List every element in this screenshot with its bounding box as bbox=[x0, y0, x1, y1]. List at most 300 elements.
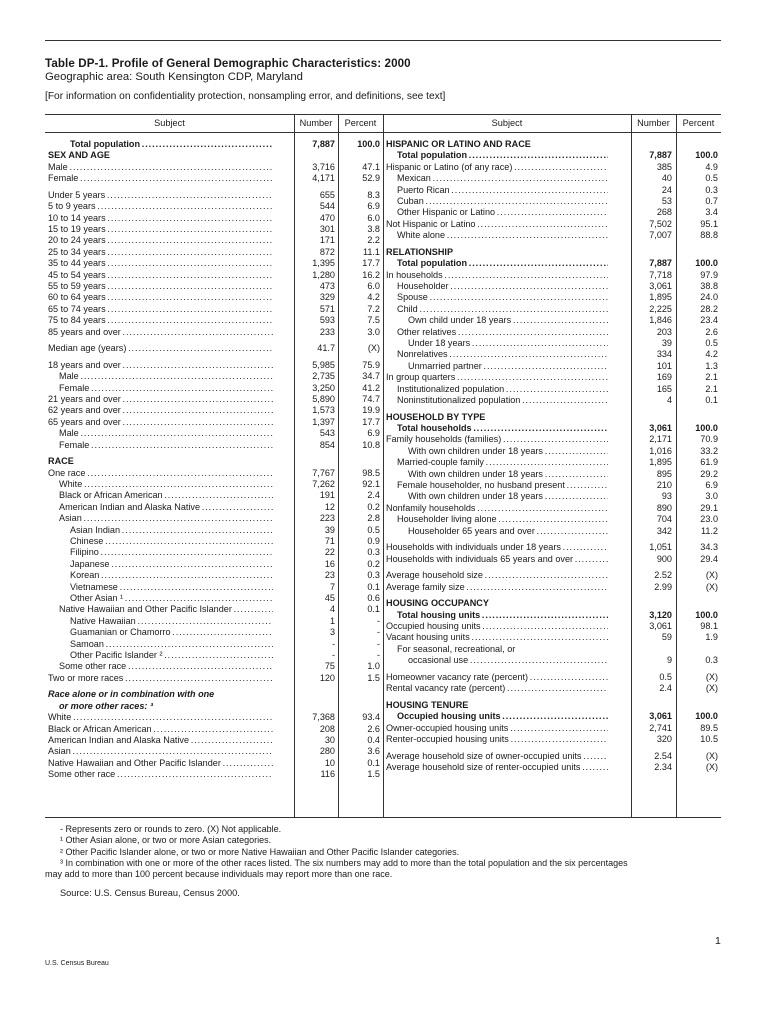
row-percent: 29.4 bbox=[700, 553, 718, 564]
col-divider bbox=[383, 114, 384, 818]
page-number: 1 bbox=[715, 935, 721, 947]
table-row bbox=[48, 650, 380, 661]
row-percent: 3.4 bbox=[705, 207, 718, 218]
row-label: Black or African American . . . bbox=[48, 724, 273, 735]
row-label: RACE bbox=[48, 456, 74, 467]
row-number: 268 bbox=[656, 207, 672, 218]
row-label: Average family size . . . bbox=[386, 582, 608, 593]
table-row bbox=[386, 247, 719, 258]
row-label: Under 18 years . . . bbox=[408, 338, 608, 349]
row-label: RELATIONSHIP bbox=[386, 246, 454, 257]
header-percent-left: Percent bbox=[344, 118, 377, 128]
row-number: 334 bbox=[656, 349, 672, 360]
row-number: 280 bbox=[319, 746, 335, 757]
table-row bbox=[386, 185, 719, 196]
row-number: 1,846 bbox=[649, 315, 672, 326]
row-number: - bbox=[331, 638, 335, 649]
row-label: Total population . . . bbox=[397, 150, 608, 161]
table-row bbox=[386, 723, 719, 734]
table-row bbox=[48, 405, 380, 416]
row-number: 30 bbox=[324, 735, 335, 745]
table-row bbox=[386, 384, 719, 395]
table-row bbox=[48, 428, 380, 439]
row-number: 7,718 bbox=[649, 269, 672, 280]
table-row bbox=[48, 701, 380, 712]
row-number: 210 bbox=[656, 480, 672, 490]
row-percent: (X) bbox=[705, 762, 718, 772]
row-label: 65 years and over . . . bbox=[48, 417, 273, 428]
row-percent: (X) bbox=[705, 581, 718, 592]
row-percent: (X) bbox=[367, 343, 380, 354]
table-row bbox=[48, 712, 380, 723]
table-row bbox=[48, 724, 380, 735]
table-row bbox=[386, 270, 719, 281]
row-label: Female . . . bbox=[59, 440, 273, 451]
row-number: 1,016 bbox=[649, 445, 672, 456]
row-percent: 0.1 bbox=[367, 604, 380, 615]
row-percent: 88.8 bbox=[700, 230, 718, 241]
row-label: 62 years and over . . . bbox=[48, 405, 273, 416]
row-percent: 95.1 bbox=[700, 218, 718, 229]
table-row bbox=[386, 434, 719, 445]
row-percent: 74.7 bbox=[362, 394, 380, 404]
table-row bbox=[386, 304, 719, 315]
row-label: Average household size of owner-occupied units . . . bbox=[386, 751, 608, 762]
row-number: 93 bbox=[661, 491, 672, 502]
row-percent: (X) bbox=[705, 683, 718, 694]
row-percent: 2.8 bbox=[367, 513, 380, 524]
row-label: Male . . . bbox=[48, 162, 273, 173]
row-label: In households . . . bbox=[386, 270, 608, 281]
row-label: Total households . . . bbox=[397, 423, 608, 434]
row-percent: 34.7 bbox=[362, 371, 380, 382]
table-row bbox=[386, 621, 719, 632]
row-number: 3,061 bbox=[649, 281, 672, 291]
row-label: Native Hawaiian and Other Pacific Islander . . . bbox=[59, 604, 273, 615]
row-number: 12 bbox=[324, 501, 335, 512]
row-percent: (X) bbox=[705, 671, 718, 682]
row-number: 1,397 bbox=[312, 416, 335, 427]
row-percent: 2.6 bbox=[705, 326, 718, 337]
row-number: 3,061 bbox=[649, 711, 672, 722]
table-row bbox=[386, 610, 719, 621]
row-label: Householder 65 years and over . . . bbox=[408, 526, 608, 537]
row-label: Other Asian ¹ . . . bbox=[70, 593, 273, 604]
row-percent: - bbox=[376, 650, 380, 660]
row-label: Spouse . . . bbox=[397, 292, 608, 303]
row-percent: 1.5 bbox=[367, 672, 380, 683]
row-label: Mexican . . . bbox=[397, 173, 608, 184]
row-number: 2.34 bbox=[654, 762, 672, 772]
table-row bbox=[386, 655, 719, 666]
table-row bbox=[386, 469, 719, 480]
row-number: 895 bbox=[656, 468, 672, 479]
row-percent: 0.1 bbox=[705, 395, 718, 405]
row-number: 39 bbox=[661, 338, 672, 348]
row-label: Other Hispanic or Latino . . . bbox=[397, 207, 608, 218]
table-row bbox=[48, 304, 380, 315]
row-percent: 0.2 bbox=[367, 501, 380, 512]
row-percent: 17.7 bbox=[362, 416, 380, 427]
table-title: Table DP-1. Profile of General Demographic Characteristics: 2000 bbox=[45, 57, 411, 70]
table-row bbox=[48, 559, 380, 570]
row-number: 203 bbox=[656, 326, 672, 337]
table-row bbox=[386, 281, 719, 292]
table-row bbox=[386, 700, 719, 711]
row-percent: 7.2 bbox=[367, 303, 380, 314]
row-number: 7,368 bbox=[312, 712, 335, 723]
row-label: Asian . . . bbox=[48, 746, 273, 757]
table-row bbox=[48, 360, 380, 371]
row-label: White . . . bbox=[48, 712, 273, 723]
row-percent: 3.0 bbox=[367, 326, 380, 337]
table-row bbox=[48, 213, 380, 224]
row-label: Vietnamese . . . bbox=[70, 582, 273, 593]
row-percent: 17.7 bbox=[362, 258, 380, 269]
table-row bbox=[48, 570, 380, 581]
row-number: 39 bbox=[324, 524, 335, 535]
row-number: 0.5 bbox=[659, 671, 672, 682]
table-row bbox=[48, 201, 380, 212]
table-row bbox=[48, 456, 380, 467]
table-row bbox=[386, 644, 719, 655]
row-label: Renter-occupied housing units . . . bbox=[386, 734, 608, 745]
row-number: 7,502 bbox=[649, 218, 672, 229]
row-label: 65 to 74 years . . . bbox=[48, 304, 273, 315]
row-number: 22 bbox=[324, 547, 335, 558]
header-percent-right: Percent bbox=[682, 118, 715, 128]
row-label: Vacant housing units . . . bbox=[386, 632, 608, 643]
table-row bbox=[386, 582, 719, 593]
row-percent: 23.4 bbox=[700, 315, 718, 326]
row-number: 1 bbox=[329, 615, 335, 626]
footnote: ³ In combination with one or more of the other races listed. The six numbers may add to more than the total population and the six percentages bbox=[60, 857, 628, 868]
row-number: 7,767 bbox=[312, 467, 335, 478]
table-row bbox=[386, 526, 719, 537]
row-percent: 0.3 bbox=[705, 184, 718, 195]
row-percent: 89.5 bbox=[700, 722, 718, 733]
row-percent: 0.3 bbox=[367, 547, 380, 558]
row-percent: 75.9 bbox=[362, 359, 380, 370]
row-number: 2,735 bbox=[312, 371, 335, 382]
table-row bbox=[386, 258, 719, 269]
row-number: 900 bbox=[656, 553, 672, 564]
table-row bbox=[48, 292, 380, 303]
row-percent: 1.0 bbox=[367, 661, 380, 672]
row-label: Guamanian or Chamorro . . . bbox=[70, 627, 273, 638]
row-number: 5,985 bbox=[312, 359, 335, 370]
footnotes bbox=[45, 824, 721, 880]
row-label: 55 to 59 years . . . bbox=[48, 281, 273, 292]
row-percent: 16.2 bbox=[362, 269, 380, 280]
row-label: Male . . . bbox=[59, 428, 273, 439]
row-percent: 0.7 bbox=[705, 196, 718, 206]
row-label: In group quarters . . . bbox=[386, 372, 608, 383]
footnote: ¹ Other Asian alone, or two or more Asian categories. bbox=[60, 835, 272, 846]
table-row bbox=[386, 338, 719, 349]
row-label: 60 to 64 years . . . bbox=[48, 292, 273, 303]
footnote: ² Other Pacific Islander alone, or two or more Native Hawaiian and Other Pacific Islander categories. bbox=[60, 846, 460, 857]
row-number: 3 bbox=[329, 627, 335, 638]
row-label: Child . . . bbox=[397, 304, 608, 315]
row-percent: 24.0 bbox=[700, 292, 718, 303]
row-label: Two or more races . . . bbox=[48, 673, 273, 684]
row-percent: - bbox=[376, 638, 380, 649]
row-label: Hispanic or Latino (of any race) . . . bbox=[386, 162, 608, 173]
row-label: White . . . bbox=[59, 479, 273, 490]
table-row bbox=[386, 683, 719, 694]
table-row bbox=[386, 219, 719, 230]
geographic-area: Geographic area: South Kensington CDP, Maryland bbox=[45, 71, 303, 83]
row-label: White alone . . . bbox=[397, 230, 608, 241]
row-label: Asian Indian . . . bbox=[70, 525, 273, 536]
row-label: Average household size of renter-occupied units . . . bbox=[386, 762, 608, 773]
row-number: 169 bbox=[656, 372, 672, 383]
table-row bbox=[48, 235, 380, 246]
table-row bbox=[48, 224, 380, 235]
row-label: With own children under 18 years . . . bbox=[408, 469, 608, 480]
row-label: HOUSING OCCUPANCY bbox=[386, 598, 489, 609]
row-label: 10 to 14 years . . . bbox=[48, 213, 273, 224]
row-number: 5,890 bbox=[312, 394, 335, 404]
table-row bbox=[386, 196, 719, 207]
table-row bbox=[48, 547, 380, 558]
header-number-right: Number bbox=[637, 118, 670, 128]
row-percent: 2.1 bbox=[705, 372, 718, 383]
header-subject-left: Subject bbox=[154, 118, 185, 128]
table-row bbox=[386, 514, 719, 525]
row-number: 41.7 bbox=[317, 343, 335, 354]
row-number: 854 bbox=[319, 439, 335, 450]
table-row bbox=[386, 734, 719, 745]
table-row bbox=[48, 525, 380, 536]
row-number: 890 bbox=[656, 502, 672, 513]
row-label: Some other race . . . bbox=[48, 769, 273, 780]
row-label: Cuban . . . bbox=[397, 196, 608, 207]
row-number: 9 bbox=[666, 655, 672, 666]
row-number: 2,741 bbox=[649, 722, 672, 733]
row-percent: 93.4 bbox=[362, 712, 380, 723]
row-label: Institutionalized population . . . bbox=[397, 384, 608, 395]
footnote: may add to more than 100 percent because individuals may report more than one race. bbox=[45, 869, 393, 880]
row-number: 872 bbox=[319, 246, 335, 257]
row-percent: 0.5 bbox=[705, 173, 718, 184]
row-number: 2,171 bbox=[649, 434, 672, 445]
table-row bbox=[386, 598, 719, 609]
table-row bbox=[48, 258, 380, 269]
table-row bbox=[386, 542, 719, 553]
table-row bbox=[386, 554, 719, 565]
row-label: Total population . . . bbox=[397, 258, 608, 269]
row-percent: 52.9 bbox=[362, 173, 380, 184]
row-number: 59 bbox=[661, 632, 672, 643]
row-number: 101 bbox=[656, 360, 672, 371]
row-percent: 2.6 bbox=[367, 723, 380, 734]
row-number: 3,061 bbox=[649, 423, 672, 433]
table-row bbox=[48, 746, 380, 757]
table-row bbox=[386, 480, 719, 491]
row-percent: 3.8 bbox=[367, 224, 380, 234]
row-number: 116 bbox=[320, 769, 335, 780]
row-number: 301 bbox=[319, 224, 335, 234]
table-row bbox=[48, 513, 380, 524]
row-percent: 8.3 bbox=[367, 189, 380, 200]
row-number: 3,120 bbox=[649, 609, 672, 620]
row-number: 4,171 bbox=[312, 173, 335, 184]
row-percent: 70.9 bbox=[700, 434, 718, 445]
row-label: Rental vacancy rate (percent) . . . bbox=[386, 683, 608, 694]
row-percent: 61.9 bbox=[700, 457, 718, 468]
row-percent: 97.9 bbox=[700, 269, 718, 280]
row-label: With own children under 18 years . . . bbox=[408, 491, 608, 502]
table-row bbox=[48, 769, 380, 780]
table-row bbox=[48, 502, 380, 513]
table-row bbox=[48, 417, 380, 428]
table-row bbox=[48, 604, 380, 615]
row-label: SEX AND AGE bbox=[48, 150, 110, 161]
row-label: 85 years and over . . . bbox=[48, 327, 273, 338]
row-percent: 47.1 bbox=[362, 161, 380, 172]
row-number: 4 bbox=[666, 395, 672, 405]
header-subject-right: Subject bbox=[491, 118, 523, 128]
table-row bbox=[386, 292, 719, 303]
row-label: Unmarried partner . . . bbox=[408, 361, 608, 372]
table-row bbox=[386, 503, 719, 514]
row-label: For seasonal, recreational, or bbox=[397, 643, 516, 654]
row-percent: 6.9 bbox=[367, 428, 380, 439]
footnote: - Represents zero or rounds to zero. (X) Not applicable. bbox=[60, 824, 282, 834]
table-row bbox=[48, 139, 380, 150]
table-row bbox=[386, 150, 719, 161]
row-percent: 28.2 bbox=[700, 303, 718, 314]
row-label: Native Hawaiian and Other Pacific Islander . . . bbox=[48, 758, 273, 769]
row-label: Korean . . . bbox=[70, 570, 273, 581]
row-label: Family households (families) . . . bbox=[386, 434, 608, 445]
table-row bbox=[48, 661, 380, 672]
row-number: 329 bbox=[319, 292, 335, 303]
table-row bbox=[386, 207, 719, 218]
table-row bbox=[48, 639, 380, 650]
row-label: occasional use . . . bbox=[408, 655, 608, 666]
table-row bbox=[386, 327, 719, 338]
row-number: 71 bbox=[324, 536, 335, 546]
row-percent: 0.2 bbox=[367, 558, 380, 569]
row-label: HOUSEHOLD BY TYPE bbox=[386, 411, 486, 422]
row-label: Filipino . . . bbox=[70, 547, 273, 558]
row-number: 1,895 bbox=[649, 457, 672, 468]
row-percent: (X) bbox=[705, 570, 718, 581]
row-number: 2.52 bbox=[654, 570, 672, 581]
table-row bbox=[386, 570, 719, 581]
row-label: Nonfamily households . . . bbox=[386, 503, 608, 514]
row-number: 543 bbox=[319, 428, 335, 439]
row-number: 1,051 bbox=[649, 542, 672, 553]
row-percent: 2.4 bbox=[367, 490, 380, 501]
info-note: [For information on confidentiality protection, nonsampling error, and definitions, see text] bbox=[45, 91, 446, 102]
row-label: Some other race . . . bbox=[59, 661, 273, 672]
row-percent: 2.2 bbox=[367, 235, 380, 246]
row-label: Other Pacific Islander ² . . . bbox=[70, 650, 273, 661]
table-row bbox=[48, 327, 380, 338]
row-percent: 100.0 bbox=[695, 711, 718, 722]
table-row bbox=[48, 536, 380, 547]
row-label: 18 years and over . . . bbox=[48, 360, 273, 371]
row-number: 1,895 bbox=[649, 292, 672, 303]
row-number: 7,887 bbox=[649, 150, 672, 161]
row-percent: 0.4 bbox=[367, 735, 380, 745]
row-number: 1,395 bbox=[312, 258, 335, 269]
table-row bbox=[48, 673, 380, 684]
row-label: HOUSING TENURE bbox=[386, 699, 469, 710]
row-number: 3,250 bbox=[312, 382, 335, 393]
table-row bbox=[48, 490, 380, 501]
row-percent: 0.3 bbox=[367, 570, 380, 581]
table-row bbox=[48, 270, 380, 281]
table-row bbox=[48, 593, 380, 604]
row-percent: 6.0 bbox=[367, 281, 380, 291]
row-percent: 0.1 bbox=[367, 581, 380, 592]
row-percent: 98.1 bbox=[700, 621, 718, 631]
row-label: Nonrelatives . . . bbox=[397, 349, 608, 360]
row-percent: 4.2 bbox=[705, 349, 718, 360]
row-percent: 0.6 bbox=[367, 593, 380, 603]
row-percent: 0.1 bbox=[367, 757, 380, 768]
row-number: 40 bbox=[661, 173, 672, 184]
table-row bbox=[386, 751, 719, 762]
row-percent: 2.1 bbox=[705, 383, 718, 394]
row-percent: 100.0 bbox=[695, 150, 718, 161]
row-label: Average household size . . . bbox=[386, 570, 608, 581]
row-number: 385 bbox=[656, 161, 672, 172]
table-row bbox=[48, 281, 380, 292]
row-number: 470 bbox=[319, 212, 335, 223]
row-percent: 1.5 bbox=[367, 769, 380, 780]
table-row bbox=[48, 627, 380, 638]
table-row bbox=[386, 423, 719, 434]
table-row bbox=[386, 372, 719, 383]
table-row bbox=[48, 616, 380, 627]
row-percent: 29.1 bbox=[700, 502, 718, 513]
table-row bbox=[48, 440, 380, 451]
row-number: 165 bbox=[656, 383, 672, 394]
row-percent: 33.2 bbox=[700, 445, 718, 456]
row-percent: 4.2 bbox=[367, 292, 380, 303]
row-label: Chinese . . . bbox=[70, 536, 273, 547]
row-label: Female . . . bbox=[48, 173, 273, 184]
row-label: 45 to 54 years . . . bbox=[48, 270, 273, 281]
row-label: Other relatives . . . bbox=[397, 327, 608, 338]
row-percent: 3.6 bbox=[367, 746, 380, 757]
table-row bbox=[48, 371, 380, 382]
table-row bbox=[386, 412, 719, 423]
row-number: 7,007 bbox=[649, 230, 672, 241]
row-number: 24 bbox=[661, 184, 672, 195]
table-row bbox=[48, 173, 380, 184]
row-label: Householder living alone . . . bbox=[397, 514, 608, 525]
row-number: 233 bbox=[319, 326, 335, 337]
row-label: 20 to 24 years . . . bbox=[48, 235, 273, 246]
row-label: Occupied housing units . . . bbox=[397, 711, 608, 722]
row-percent: 6.9 bbox=[367, 201, 380, 212]
table-row bbox=[386, 349, 719, 360]
table-row bbox=[48, 190, 380, 201]
table-row bbox=[48, 343, 380, 354]
row-number: 2,225 bbox=[649, 303, 672, 314]
row-label: 25 to 34 years . . . bbox=[48, 247, 273, 258]
row-label: Not Hispanic or Latino . . . bbox=[386, 219, 608, 230]
row-label: Asian . . . bbox=[59, 513, 273, 524]
row-number: 53 bbox=[661, 196, 672, 206]
